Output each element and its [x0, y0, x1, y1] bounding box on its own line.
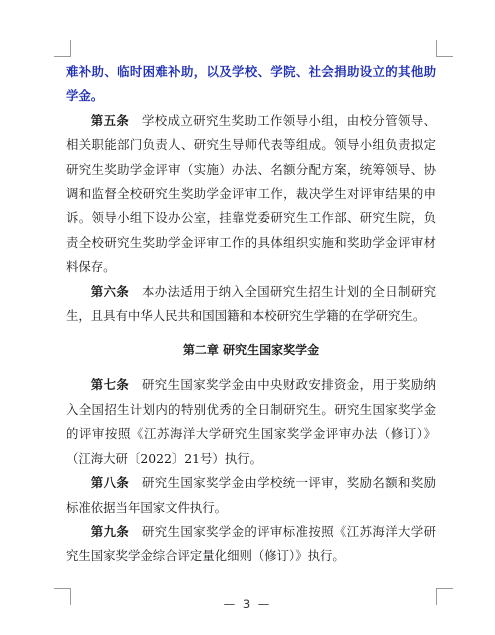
chapter-heading: 第二章 研究生国家奖学金	[182, 343, 320, 358]
document-body	[66, 60, 436, 569]
crop-mark-top-right	[436, 40, 453, 57]
article-7	[66, 373, 436, 471]
article-9-label: 第九条	[90, 523, 130, 539]
article-5	[66, 109, 436, 280]
article-7-label: 第七条	[90, 377, 130, 393]
article-5-text: 学校成立研究生奖助工作领导小组，由校分管领导、相关职能部门负责人、研究生导师代表等组成。领导小组负责拟定研究生奖助学金评审（实施）办法、名额分配方案，统筹领导、协调和监督全校研究生奖助学金评审工作，裁决学生对评审结果的申诉。领导小组下设办公室，挂靠党委研究生工作部、研究生院，负责全校研究生奖助学金评审工作的具体组织实施和奖助学金评审材料保存。	[66, 112, 437, 275]
article-6-label: 第六条	[90, 283, 130, 299]
page-number: — 3 —	[223, 597, 272, 611]
article-8-text: 研究生国家奖学金由学校统一评审，奖励名额和奖励标准依据当年国家文件执行。	[66, 475, 437, 515]
article-9	[66, 520, 436, 569]
article-6	[66, 280, 436, 329]
article-8	[66, 471, 436, 520]
crop-mark-top-left	[54, 40, 71, 57]
article-9-text: 研究生国家奖学金的评审标准按照《江苏海洋大学研究生国家奖学金综合评定量化细则（修订）》执行。	[66, 523, 437, 564]
article-6-text: 本办法适用于纳入全国研究生招生计划的全日制研究生，且具有中华人民共和国国籍和本校研究生学籍的在学研究生。	[66, 283, 437, 324]
article-5-label: 第五条	[90, 112, 130, 128]
article-8-label: 第八条	[90, 475, 130, 491]
article-7-text: 研究生国家奖学金由中央财政安排资金，用于奖励纳入全国招生计划内的特别优秀的全日制研究生。研究生国家奖学金的评审按照《江苏海洋大学研究生国家奖学金评审办法（修订）》（江海大研〔2022〕21号）执行。	[66, 377, 437, 466]
continued-paragraph: 难补助、临时困难补助，以及学校、学院、社会捐助设立的其他助学金。	[66, 64, 436, 104]
